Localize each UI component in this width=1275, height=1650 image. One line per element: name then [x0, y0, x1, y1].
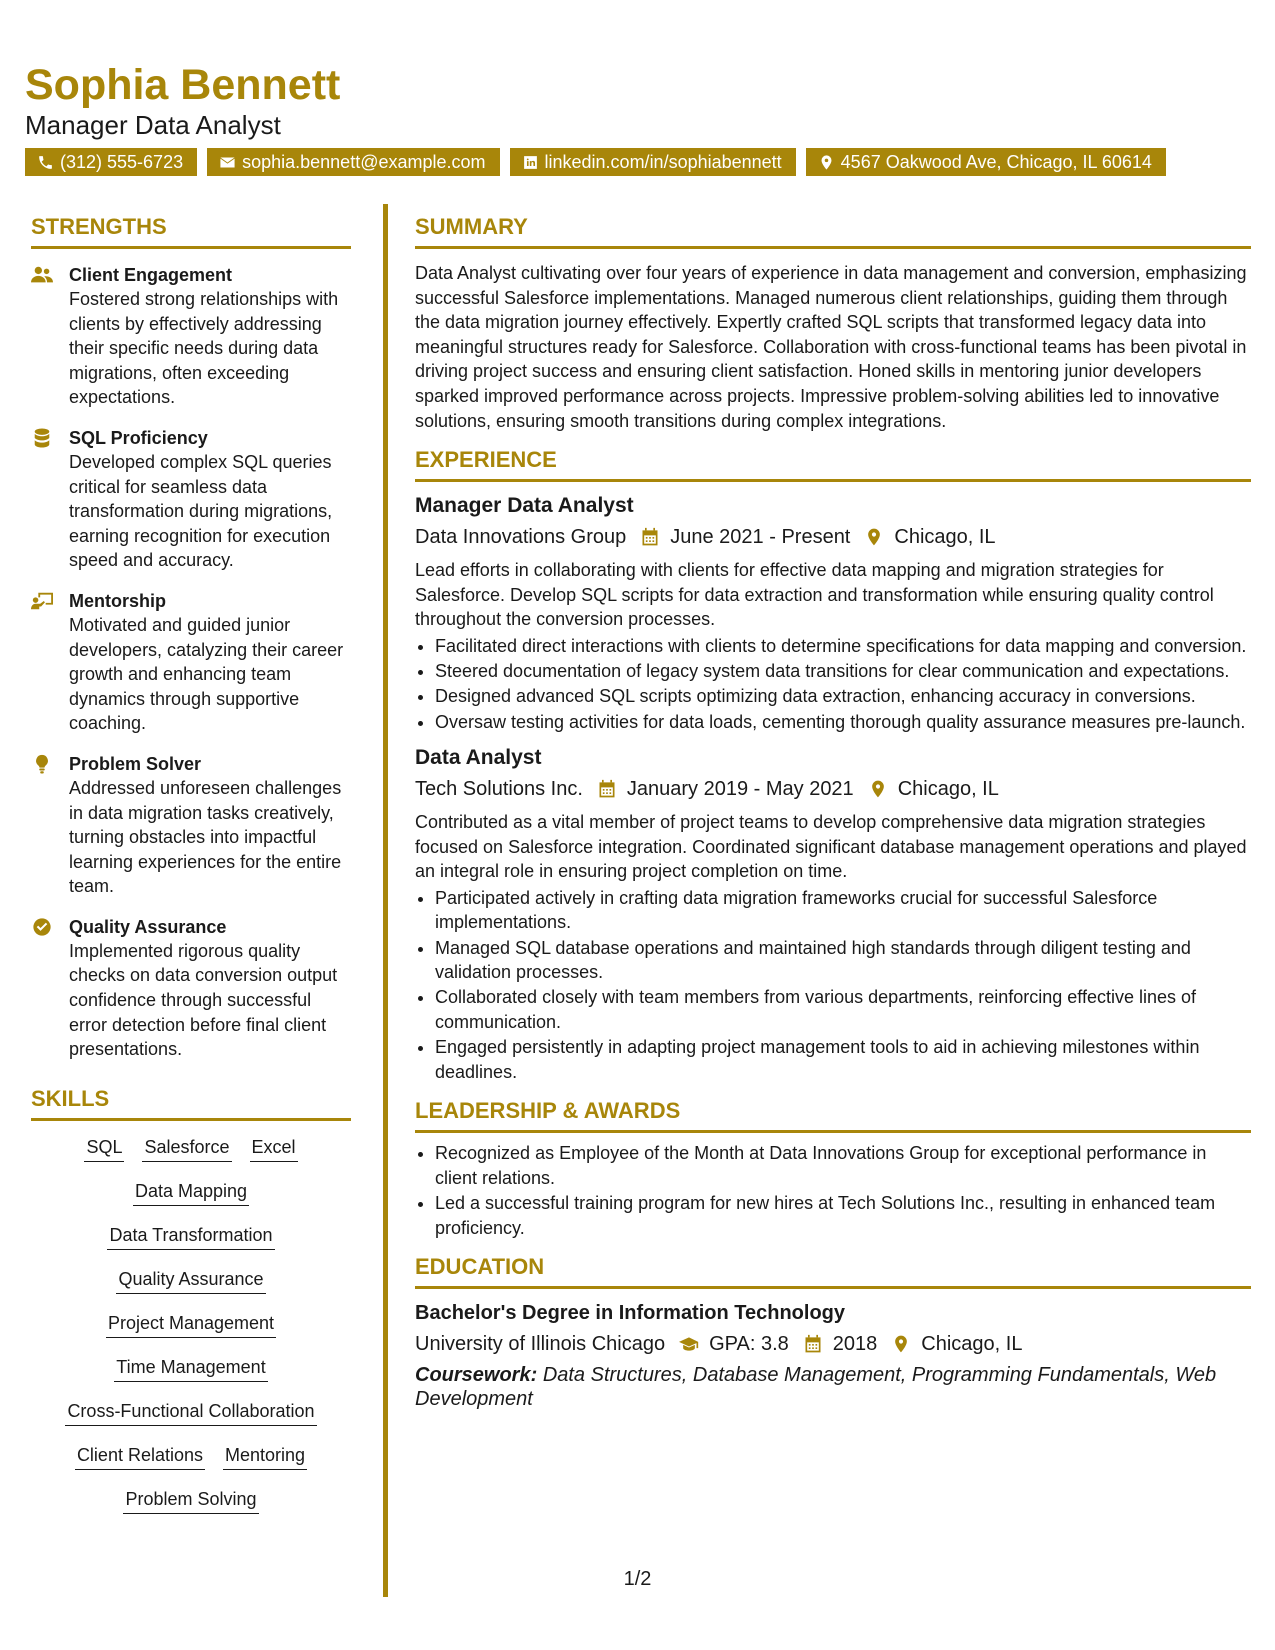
users-icon: [31, 265, 53, 285]
list-item: • Participated actively in crafting data migration frameworks crucial for successful Salesforce implementations.: [435, 886, 1251, 935]
candidate-name: Sophia Bennett: [25, 61, 341, 109]
strength-item: [31, 752, 351, 899]
job-location: Chicago, IL: [894, 526, 996, 549]
skill-tag: Problem Solving: [123, 1487, 258, 1514]
linkedin-icon: [522, 154, 539, 171]
school-name: University of Illinois Chicago: [415, 1333, 666, 1356]
graduation-year: 2018: [832, 1333, 878, 1356]
contact-address: [806, 148, 1166, 176]
job-meta: [415, 522, 1251, 552]
list-item: • Designed advanced SQL scripts optimizing data extraction, enhancing accuracy in conversions.: [435, 684, 1251, 709]
gpa-text: GPA: 3.8: [709, 1333, 789, 1356]
left-column: [31, 214, 351, 1531]
skill-tag: Mentoring: [223, 1443, 307, 1470]
strength-desc: Motivated and guided junior developers, catalyzing their career growth and enhancing team dynamics through supportive coaching.: [69, 614, 344, 734]
experience-heading: EXPERIENCE: [415, 447, 1251, 482]
database-icon: [31, 428, 53, 448]
phone-icon: [37, 154, 54, 171]
leadership-heading: LEADERSHIP & AWARDS: [415, 1098, 1251, 1133]
job-company: Data Innovations Group: [415, 526, 627, 549]
skill-tag: Salesforce: [142, 1135, 231, 1162]
skills-heading: SKILLS: [31, 1086, 351, 1121]
strength-title: SQL Proficiency: [69, 427, 208, 448]
strength-item: [31, 915, 351, 1062]
job-company: Tech Solutions Inc.: [415, 778, 583, 801]
list-item: • Collaborated closely with team members from various departments, reinforcing effective lines of communication.: [435, 985, 1251, 1034]
teacher-icon: [31, 591, 53, 611]
skill-tag: Data Mapping: [133, 1179, 249, 1206]
skill-tag: Cross-Functional Collaboration: [65, 1399, 316, 1426]
strength-item: [31, 263, 351, 410]
skills-list: [31, 1135, 351, 1514]
coursework-text: Data Structures, Database Management, Programming Fundamentals, Web Development: [415, 1364, 1217, 1411]
calendar-icon: [597, 779, 617, 799]
skill-tag: SQL: [84, 1135, 124, 1162]
education-location: Chicago, IL: [921, 1333, 1023, 1356]
column-divider: [383, 204, 388, 1597]
job-role: Data Analyst: [415, 746, 542, 770]
list-item: • Recognized as Employee of the Month at Data Innovations Group for exceptional performance in client relations.: [435, 1141, 1251, 1190]
list-item: • Engaged persistently in adapting project management tools to aid in achieving milestones within deadlines.: [435, 1035, 1251, 1084]
job-role: Manager Data Analyst: [415, 494, 634, 518]
strength-desc: Developed complex SQL queries critical for seamless data transformation during migrations, earning recognition for execution speed and accuracy.: [69, 451, 333, 571]
right-column: [415, 214, 1251, 1411]
education-heading: EDUCATION: [415, 1254, 1251, 1289]
strength-title: Client Engagement: [69, 265, 233, 285]
list-item: • Managed SQL database operations and maintained high standards through diligent testing and validation processes.: [435, 936, 1251, 985]
job-entry: [415, 492, 1251, 734]
strengths-heading: STRENGTHS: [31, 214, 351, 249]
skill-tag: Data Transformation: [107, 1223, 274, 1250]
strength-title: Quality Assurance: [69, 916, 227, 937]
resume-header: [25, 60, 1250, 176]
envelope-icon: [219, 154, 236, 171]
skill-tag: Excel: [250, 1135, 298, 1162]
linkedin-text: linkedin.com/in/sophiabennett: [544, 152, 782, 172]
summary-heading: SUMMARY: [415, 214, 1251, 249]
strength-desc: Fostered strong relationships with clients by effectively addressing their specific needs during data migrations, often exceeding expectations.: [69, 289, 339, 408]
page-number: 1/2: [623, 1568, 652, 1590]
list-item: • Oversaw testing activities for data loads, cementing thorough quality assurance measures pre-launch.: [435, 710, 1251, 735]
map-pin-icon: [891, 1334, 911, 1354]
job-dates: January 2019 - May 2021: [626, 778, 854, 801]
skill-tag: Quality Assurance: [116, 1267, 265, 1294]
job-dates: June 2021 - Present: [670, 526, 851, 549]
graduation-cap-icon: [679, 1334, 699, 1354]
lightbulb-icon: [31, 754, 53, 774]
job-bullets: [415, 634, 1251, 734]
list-item: • Facilitated direct interactions with clients to determine specifications for data mapping and conversion.: [435, 634, 1251, 659]
address-text: 4567 Oakwood Ave, Chicago, IL 60614: [840, 152, 1152, 172]
job-location: Chicago, IL: [897, 778, 999, 801]
coursework: [415, 1363, 1251, 1411]
job-entry: [415, 744, 1251, 1084]
skill-tag: Project Management: [106, 1311, 276, 1338]
job-description: Contributed as a vital member of project teams to develop comprehensive data migration strategies focused on Salesforce integration. Coordinated significant database management operations and played an integral role in ensuring project completion on time.: [415, 812, 1247, 882]
calendar-icon: [803, 1334, 823, 1354]
phone-text: (312) 555-6723: [60, 152, 184, 172]
strength-title: Mentorship: [69, 590, 166, 611]
strength-title: Problem Solver: [69, 753, 202, 774]
skill-tag: Time Management: [114, 1355, 267, 1382]
contact-bar: [25, 148, 1250, 176]
strength-desc: Implemented rigorous quality checks on data conversion output confidence through successful error detection before final client presentations.: [69, 940, 338, 1060]
contact-linkedin[interactable]: [510, 148, 796, 176]
job-bullets: [415, 886, 1251, 1085]
leadership-bullets: [415, 1141, 1251, 1240]
check-circle-icon: [31, 917, 53, 937]
map-pin-icon: [864, 527, 884, 547]
contact-email[interactable]: [207, 148, 499, 176]
strength-item: [31, 589, 351, 736]
email-text: sophia.bennett@example.com: [242, 152, 486, 172]
contact-phone[interactable]: [25, 148, 197, 176]
skill-tag: Client Relations: [75, 1443, 205, 1470]
degree-title: Bachelor's Degree in Information Technology: [415, 1302, 846, 1325]
calendar-icon: [640, 527, 660, 547]
map-pin-icon: [818, 154, 835, 171]
summary-text: Data Analyst cultivating over four years of experience in data management and conversion, emphasizing successful Salesforce implementations. Managed numerous client relationships, guiding them through the data migration journey effectively. Expertly crafted SQL scripts that transformed legacy data into meaningful structures ready for Salesforce. Collaboration with cross-functional teams has been pivotal in driving project success and ensuring client satisfaction. Honed skills in mentoring junior developers sparked improved performance across projects. Impressive problem-solving abilities led to innovative solutions, ensuring smooth transitions during complex integrations.: [415, 263, 1247, 431]
strength-item: [31, 426, 351, 573]
job-description: Lead efforts in collaborating with clients for effective data mapping and migration strategies for Salesforce. Develop SQL scripts for data extraction and transformation while ensuring quality control throughout the conversion processes.: [415, 560, 1214, 630]
coursework-label: Coursework:: [415, 1364, 538, 1387]
education-meta: [415, 1329, 1251, 1359]
candidate-title: Manager Data Analyst: [25, 110, 281, 140]
map-pin-icon: [868, 779, 888, 799]
list-item: • Steered documentation of legacy system data transitions for clear communication and expectations.: [435, 659, 1251, 684]
job-meta: [415, 774, 1251, 804]
list-item: • Led a successful training program for new hires at Tech Solutions Inc., resulting in enhanced team proficiency.: [435, 1191, 1251, 1240]
strength-desc: Addressed unforeseen challenges in data migration tasks creatively, turning obstacles into impactful learning experiences for the entire team.: [69, 777, 342, 897]
